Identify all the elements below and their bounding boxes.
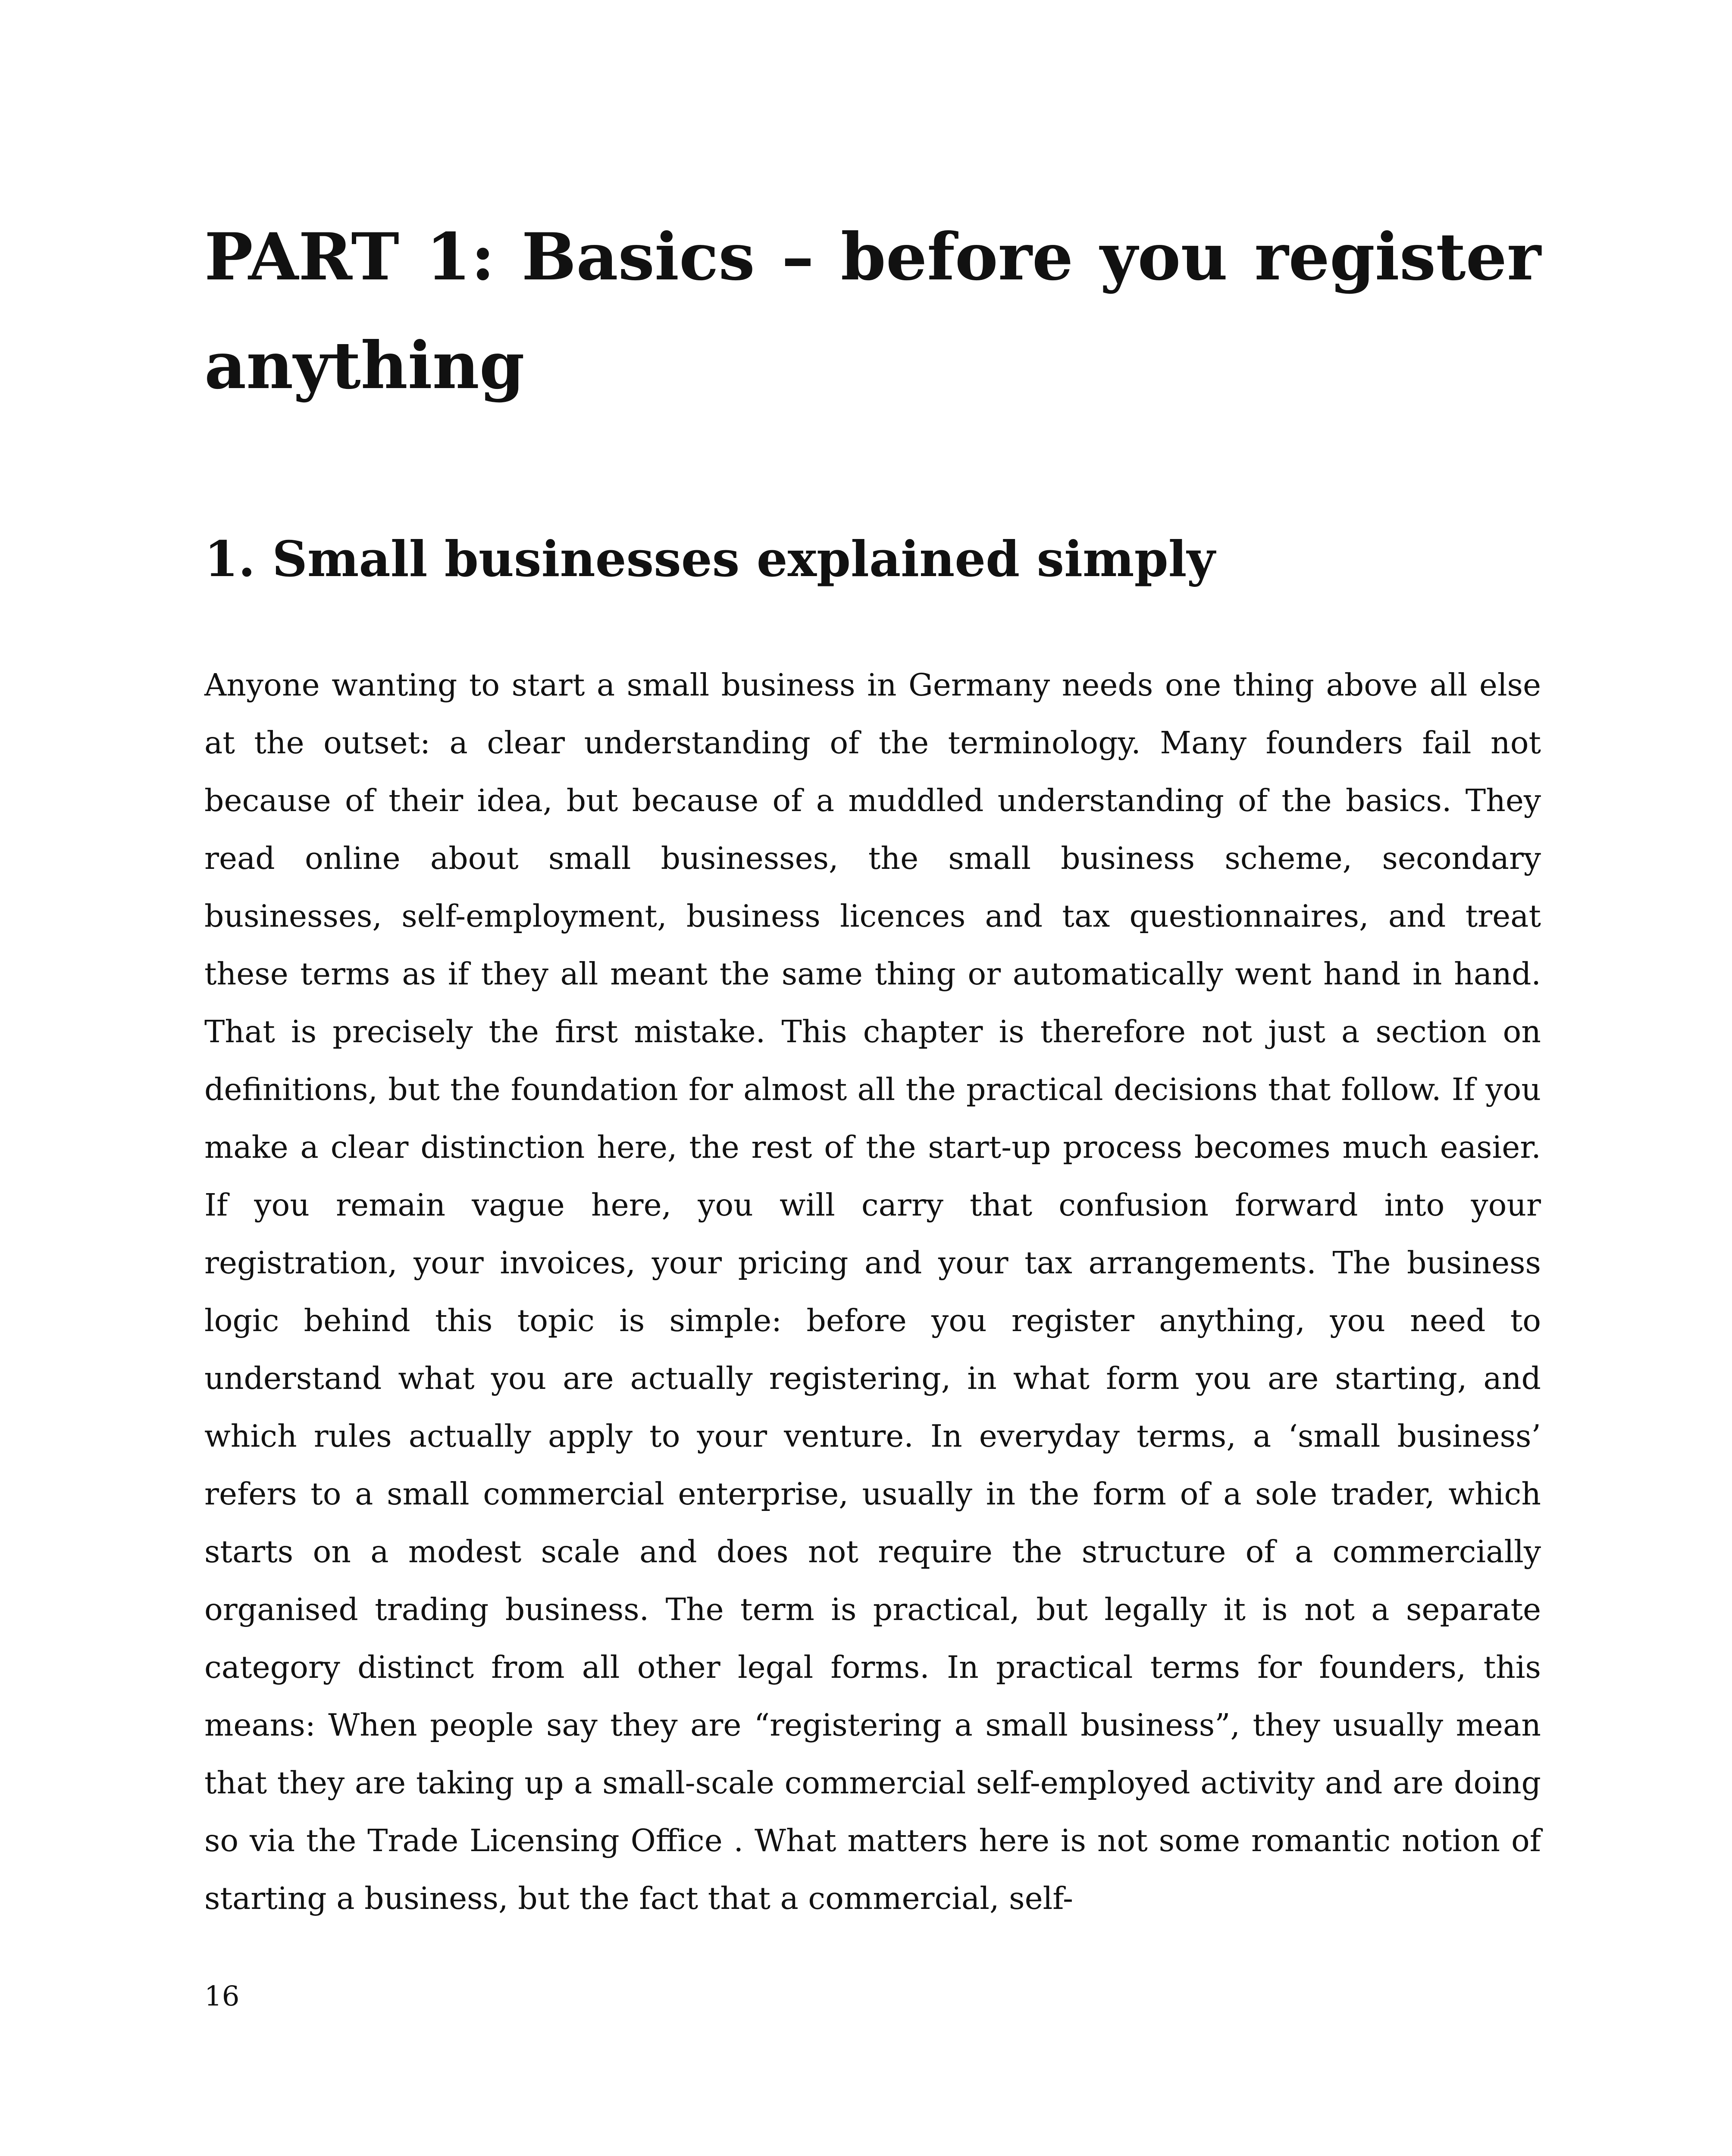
page-number: 16 <box>204 1981 240 2012</box>
page-content <box>204 203 1541 1927</box>
part-title: PART 1: Basics – before you register anything <box>204 219 1541 404</box>
body-paragraph: Anyone wanting to start a small business in Germany needs one thing above all else at the outset: a clear understanding of the terminology. Many founders fail not because of their idea, but because of a muddled understanding of the basics. They read online about small businesses, the small business scheme, secondary businesses, self-employment, business licences and tax questionnaires, and treat these terms as if they all meant the same thing or automatically went hand in hand. That is precisely the first mistake. This chapter is therefore not just a section on definitions, but the foundation for almost all the practical decisions that follow. If you make a clear distinction here, the rest of the start-up process becomes much easier. If you remain vague here, you will carry that confusion forward into your registration, your invoices, your pricing and your tax arrangements. The business logic behind this topic is simple: before you register anything, you need to understand what you are actually registering, in what form you are starting, and which rules actually apply to your venture. In everyday terms, a ‘small business’ refers to a small commercial enterprise, usually in the form of a sole trader, which starts on a modest scale and does not require the structure of a commercially organised trading business. The term is practical, but legally it is not a separate category distinct from all other legal forms. In practical terms for founders, this means: When people say they are “registering a small business”, they usually mean that they are taking up a small-scale commercial self-employed activity and are doing so via the Trade Licensing Office . What matters here is not some romantic notion of starting a business, but the fact that a commercial, self- <box>204 667 1541 1916</box>
chapter-title: 1. Small businesses explained simply <box>204 530 1215 588</box>
